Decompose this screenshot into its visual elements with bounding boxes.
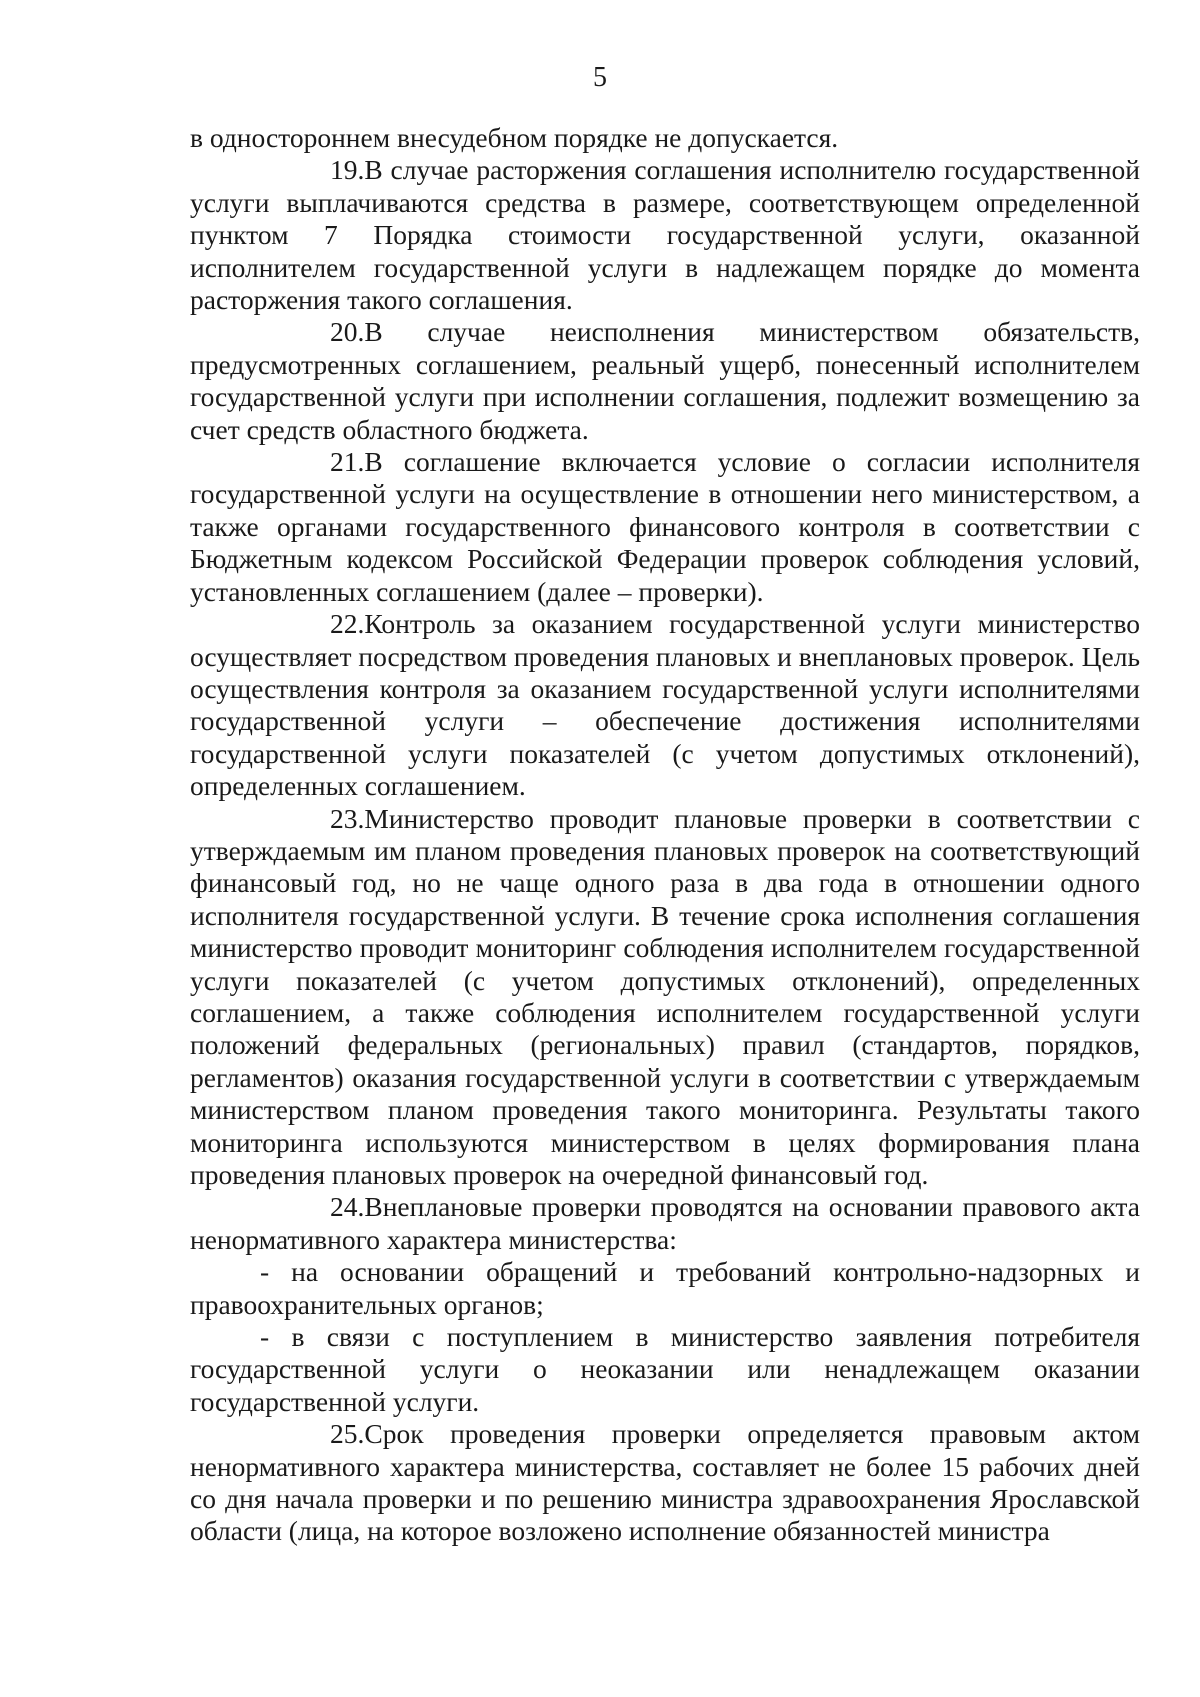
paragraph-text: В случае неисполнения министерством обязательств, предусмотренных соглашением, реальный ущерб, понесенный исполнителем государственной услуги при исполнении соглашения, подлежит возмещению за счет средств областного бюджета. — [190, 316, 1140, 445]
paragraph-number: 24. — [330, 1191, 365, 1223]
paragraph-number: 23. — [330, 802, 365, 834]
paragraph-number: 20. — [330, 316, 365, 348]
paragraph-text: в одностороннем внесудебном порядке не допускается. — [190, 122, 839, 153]
paragraph-number: 22. — [330, 608, 365, 640]
paragraph-21 — [190, 446, 1140, 608]
paragraph-text: В соглашение включается условие о согласии исполнителя государственной услуги на осуществление в отношении него министерством, а также органами государственного финансового контроля в соответствии с Бюджетным кодексом Российской Федерации проверок соблюдения условий, установленных соглашением (далее – проверки). — [190, 446, 1140, 607]
paragraph-number: 21. — [330, 446, 365, 478]
paragraph-number: 25. — [330, 1418, 365, 1450]
list-item: - на основании обращений и требований контрольно-надзорных и правоохранительных органов; — [190, 1256, 1140, 1320]
paragraph-text: Министерство проводит плановые проверки в соответствии с утверждаемым им планом проведения плановых проверок на соответствующий финансовый год, но не чаще одного раза в два года в отношении одного исполнителя государственной услуги. В течение срока исполнения соглашения министерство проводит мониторинг соблюдения исполнителем государственной услуги показателей (с учетом допустимых отклонений), определенных соглашением, а также соблюдения исполнителем государственной услуги положений федеральных (региональных) правил (стандартов, порядков, регламентов) оказания государственной услуги в соответствии с утверждаемым министерством планом проведения такого мониторинга. Результаты такого мониторинга используются министерством в целях формирования плана проведения плановых проверок на очередной финансовый год. — [190, 802, 1140, 1190]
paragraph-number: 19. — [330, 154, 365, 186]
document-body — [190, 122, 1140, 1548]
paragraph-24 — [190, 1191, 1140, 1256]
paragraph-text: Срок проведения проверки определяется правовым актом ненормативного характера министерства, составляет не более 15 рабочих дней со дня начала проверки и по решению министра здравоохранения Ярославской области (лица, на которое возложено исполнение обязанностей министра — [190, 1418, 1140, 1547]
paragraph-text: Контроль за оказанием государственной услуги министерство осуществляет посредством проведения плановых и внеплановых проверок. Цель осуществления контроля за оказанием государственной услуги исполнителями государственной услуги – обеспечение достижения исполнителями государственной услуги показателей (с учетом допустимых отклонений), определенных соглашением. — [190, 608, 1140, 802]
paragraph-20 — [190, 316, 1140, 446]
page-number: 5 — [593, 62, 607, 93]
paragraph-23 — [190, 803, 1140, 1192]
paragraph-22 — [190, 608, 1140, 802]
list-item: - в связи с поступлением в министерство заявления потребителя государственной услуги о неоказании или ненадлежащем оказании государственной услуги. — [190, 1321, 1140, 1417]
paragraph-19 — [190, 154, 1140, 316]
paragraph-continuation — [190, 122, 1140, 154]
paragraph-text: Внеплановые проверки проводятся на основании правового акта ненормативного характера министерства: — [190, 1191, 1140, 1255]
paragraph-25 — [190, 1418, 1140, 1548]
paragraph-text: В случае расторжения соглашения исполнителю государственной услуги выплачиваются средства в размере, соответствующем определенной пунктом 7 Порядка стоимости государственной услуги, оказанной исполнителем государственной услуги в надлежащем порядке до момента расторжения такого соглашения. — [190, 154, 1140, 316]
